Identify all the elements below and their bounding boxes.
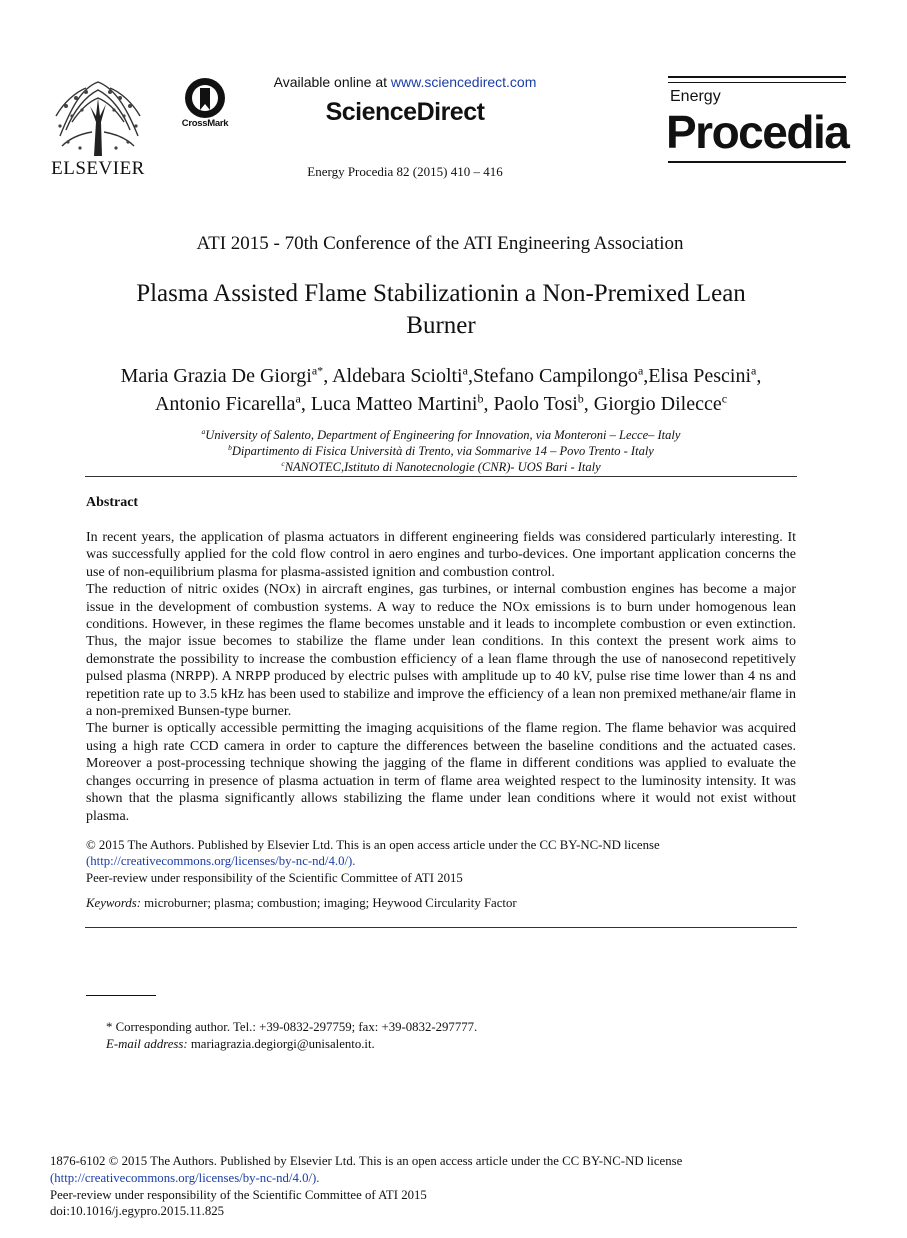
available-online-line (250, 74, 560, 90)
author-separator: , (583, 393, 594, 415)
author-separator: , (643, 365, 649, 387)
peer-review-text: Peer-review under responsibility of the Scientific Committee of ATI 2015 (86, 870, 463, 885)
affiliation-text: University of Salento, Department of Engineering for Innovation, via Monteroni – Lecce– Italy (205, 428, 681, 442)
abstract-heading: Abstract (86, 495, 139, 510)
license-link[interactable]: (http://creativecommons.org/licenses/by-nc-nd/4.0/). (86, 854, 356, 869)
crossmark-label: CrossMark (181, 118, 229, 129)
abstract-paragraph: In recent years, the application of plasma actuators in different engineering fields was considered particularly interesting. It was successfully applied for the cold flow control in aero engines and turbo-devices. One important application concerns the use of non-equilibrium plasma for plasma-assisted ignition and combustion control. (86, 530, 796, 580)
author-separator: , (467, 365, 473, 387)
footer-peer-review: Peer-review under responsibility of the Scientific Committee of ATI 2015 (50, 1187, 427, 1202)
author-name: Luca Matteo Martini (310, 393, 478, 415)
email-address[interactable]: mariagrazia.degiorgi@unisalento.it. (187, 1037, 375, 1051)
abstract-paragraph: The burner is optically accessible permitting the imaging acquisitions of the flame region. The flame behavior was acquired using a high rate CCD camera in order to capture the differences between the baseline conditions and the actuated cases. Moreover a post-processing technique showing the jagging of the flame in different conditions was applied to evaluate the changes occurring in presence of plasma actuation in term of flame area weighted respect to the luminosity intensity. It was shown that the plasma significantly allows stabilizing the flame under lean conditions where it would not exist without plasma. (86, 721, 796, 824)
author-affil-mark: b (477, 391, 484, 406)
available-online-text: Available online at (273, 74, 391, 90)
affiliation-text: Dipartimento di Fisica Università di Trento, via Sommarive 14 – Povo Trento - Italy (231, 444, 654, 458)
author-separator: , (756, 365, 762, 387)
author-separator: , (300, 393, 311, 415)
footnote (106, 1019, 806, 1053)
affiliation (80, 459, 802, 475)
footer-license-link[interactable]: (http://creativecommons.org/licenses/by-nc-nd/4.0/). (50, 1170, 320, 1185)
author-affil-mark: a* (311, 363, 324, 378)
footnote-rule (86, 995, 156, 996)
sciencedirect-wordmark: ScienceDirect (325, 98, 485, 126)
affiliation (80, 443, 802, 459)
author-separator: , (323, 365, 333, 387)
affiliation-mark: a (201, 426, 206, 436)
footer-doi[interactable]: doi:10.1016/j.egypro.2015.11.825 (50, 1204, 225, 1219)
author-affil-mark: a (295, 391, 301, 406)
keywords-text: microburner; plasma; combustion; imaging; Heywood Circularity Factor (140, 896, 517, 910)
section-divider-bottom (85, 927, 797, 928)
author-affil-mark: a (637, 363, 644, 378)
affiliation (80, 427, 802, 443)
author-affil-mark: c (721, 391, 728, 406)
abstract-paragraph: The reduction of nitric oxides (NOx) in aircraft engines, gas turbines, or internal combustion engines has become a major issue in the development of combustion systems. A way to reduce the NOx emissions is to burn under homogenous lean conditions. However, in these regimes the flame becomes unstable and it leads to incomplete combustion or even extinction. Thus, the major issue becomes to stabilize the flame under lean conditions. In this context the present work aims to demonstrate the possibility to increase the combustion efficiency of a lean flame through the use of nanosecond repetitively pulsed plasma (NRPP). A NRPP produced by electric pulses with amplitude up to 40 kV, pulse rise time lower than 4 ns and repetition rate up to 3.5 kHz has been used to stabilize and improve the efficiency of a lean non premixed methane/air flame in a non-premixed Bunsen-type burner. (86, 582, 796, 720)
journal-logo-title: Procedia (666, 106, 849, 158)
publisher-name: ELSEVIER (51, 158, 145, 179)
author-affil-mark: b (577, 391, 584, 406)
journal-reference: Energy Procedia 82 (2015) 410 – 416 (307, 164, 503, 179)
paper-title-line: Plasma Assisted Flame Stabilizationin a Non-Premixed Lean (136, 280, 746, 307)
author-name: Elisa Pescini (648, 365, 752, 387)
license-block (86, 837, 796, 886)
affiliation-text: NANOTEC,Istituto di Nanotecnologie (CNR)- UOS Bari - Italy (284, 460, 601, 474)
keywords (86, 896, 796, 911)
corresponding-author: * Corresponding author. Tel.: +39-0832-297759; fax: +39-0832-297777. (106, 1020, 478, 1034)
email-line (106, 1036, 806, 1053)
sciencedirect-link[interactable]: www.sciencedirect.com (390, 74, 537, 90)
footer-license: 1876-6102 © 2015 The Authors. Published by Elsevier Ltd. This is an open access article under the CC BY-NC-ND license (50, 1154, 683, 1168)
author-affil-mark: a (751, 363, 757, 378)
affiliations (80, 427, 802, 475)
procedia-bottom-rule (668, 161, 846, 163)
license-text: © 2015 The Authors. Published by Elsevier Ltd. This is an open access article under the CC BY-NC-ND license (86, 838, 660, 852)
author-name: Aldebara Sciolti (332, 365, 463, 387)
elsevier-tree-logo (52, 76, 144, 156)
email-label: E-mail address: (106, 1037, 188, 1051)
page-footer (50, 1153, 850, 1220)
author-name: Stefano Campilongo (472, 365, 638, 387)
author-separator: , (483, 393, 494, 415)
author-name: Paolo Tosi (493, 393, 578, 415)
section-divider-top (85, 476, 797, 477)
author-name: Antonio Ficarella (154, 393, 296, 415)
journal-logo-subject: Energy (670, 88, 721, 105)
affiliation-mark: b (228, 442, 232, 452)
author-name: Giorgio Dilecce (593, 393, 722, 415)
procedia-top-rule (668, 76, 846, 78)
keywords-label: Keywords: (86, 896, 141, 910)
paper-title (80, 278, 802, 342)
procedia-top-rule-thin (668, 82, 846, 83)
affiliation-mark: c (281, 458, 285, 468)
conference-name: ATI 2015 - 70th Conference of the ATI Engineering Association (196, 233, 684, 254)
author-affil-mark: a (462, 363, 468, 378)
author-list (60, 362, 822, 418)
paper-title-line: Burner (406, 312, 476, 339)
author-name: Maria Grazia De Giorgi (120, 365, 312, 387)
abstract-body (86, 529, 796, 825)
